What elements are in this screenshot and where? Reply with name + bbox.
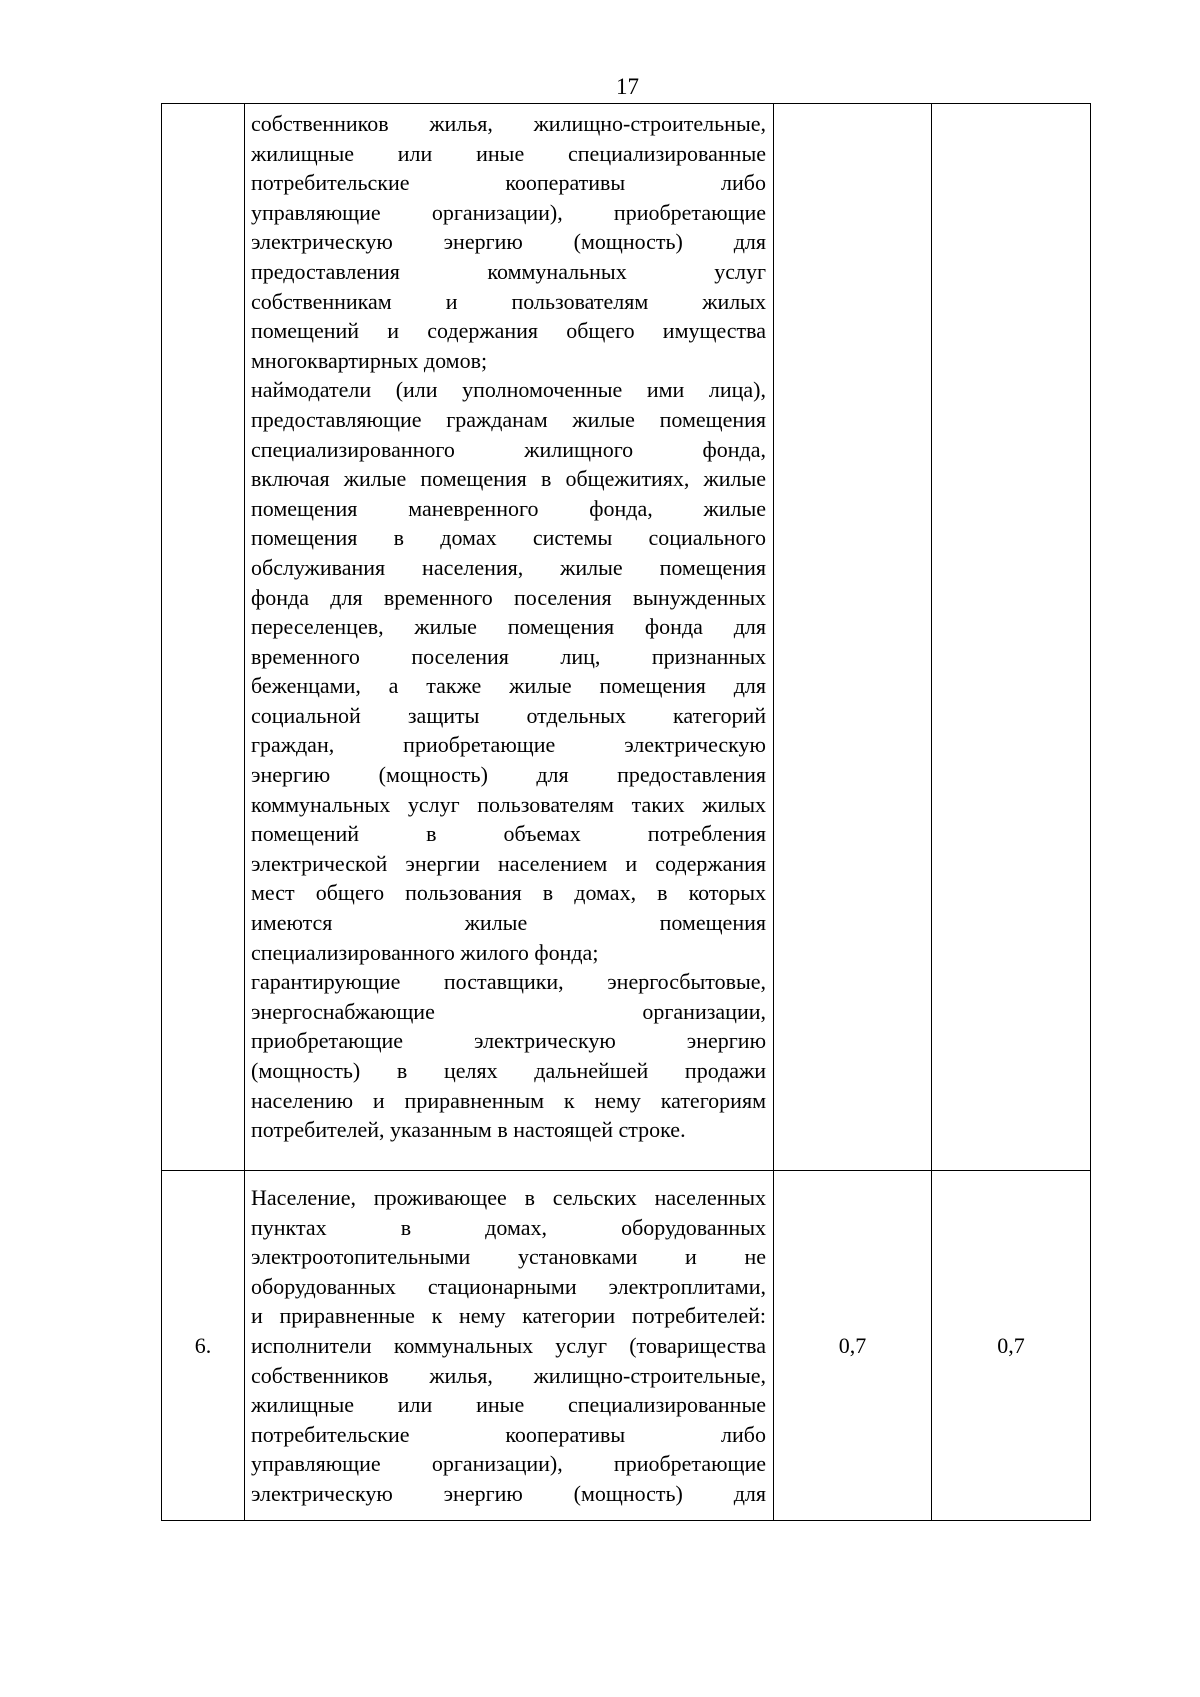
- text-line: помещения в домах системы социального: [251, 525, 766, 551]
- text-line: гарантирующие поставщики, энергосбытовые,: [251, 969, 766, 995]
- text-line: включая жилые помещения в общежитиях, жилые: [251, 466, 766, 492]
- tariff-table: [161, 103, 1091, 1521]
- text-line: помещения маневренного фонда, жилые: [251, 495, 766, 521]
- text-line: энергию (мощность) для предоставления: [251, 762, 766, 788]
- row-number-cell: 6.: [162, 1171, 245, 1521]
- text-line: собственникам и пользователям жилых: [251, 288, 766, 314]
- text-line: и приравненные к нему категории потребителей:: [251, 1303, 766, 1329]
- text-line: управляющие организации), приобретающие: [251, 1451, 766, 1477]
- text-line: помещений и содержания общего имущества: [251, 318, 766, 344]
- table-row: [162, 1171, 1091, 1521]
- text-line: электрическую энергию (мощность) для: [251, 1480, 766, 1506]
- text-line: электрической энергии населением и содержания: [251, 850, 766, 876]
- text-line: энергоснабжающие организации,: [251, 998, 766, 1024]
- value-cell-1: 0,7: [774, 1171, 932, 1521]
- text-line: коммунальных услуг пользователям таких жилых: [251, 791, 766, 817]
- text-line: беженцами, а также жилые помещения для: [251, 673, 766, 699]
- text-line: жилищные или иные специализированные: [251, 1392, 766, 1418]
- row-description-cell: [245, 104, 774, 1171]
- text-line: исполнители коммунальных услуг (товарищества: [251, 1332, 766, 1358]
- text-line: обслуживания населения, жилые помещения: [251, 554, 766, 580]
- text-line: электрическую энергию (мощность) для: [251, 229, 766, 255]
- text-line: специализированного жилищного фонда,: [251, 436, 766, 462]
- text-line: фонда для временного поселения вынужденных: [251, 584, 766, 610]
- text-line: оборудованных стационарными электроплитами,: [251, 1273, 766, 1299]
- row-description-cell: [245, 1171, 774, 1521]
- text-line: граждан, приобретающие электрическую: [251, 732, 766, 758]
- text-line: социальной защиты отдельных категорий: [251, 702, 766, 728]
- text-line: электроотопительными установками и не: [251, 1244, 766, 1270]
- text-line: приобретающие электрическую энергию: [251, 1028, 766, 1054]
- text-line: специализированного жилого фонда;: [251, 939, 599, 965]
- row-description-text: [251, 1183, 766, 1509]
- text-line: жилищные или иные специализированные: [251, 140, 766, 166]
- text-line: населению и приравненным к нему категориям: [251, 1087, 766, 1113]
- text-line: потребительские кооперативы либо: [251, 170, 766, 196]
- text-line: Население, проживающее в сельских населенных: [251, 1185, 766, 1210]
- text-line: переселенцев, жилые помещения фонда для: [251, 614, 766, 640]
- text-line: пунктах в домах, оборудованных: [251, 1214, 766, 1240]
- row-description-text: [251, 109, 766, 1145]
- value-cell-1: [774, 104, 932, 1171]
- text-line: мест общего пользования в домах, в которых: [251, 880, 766, 906]
- text-line: имеются жилые помещения: [251, 910, 766, 936]
- text-line: управляющие организации), приобретающие: [251, 199, 766, 225]
- text-line: предоставления коммунальных услуг: [251, 258, 766, 284]
- text-line: (мощность) в целях дальнейшей продажи: [251, 1058, 766, 1083]
- text-line: собственников жилья, жилищно-строительные,: [251, 111, 766, 136]
- text-line: помещений в объемах потребления: [251, 821, 766, 847]
- text-line: многоквартирных домов;: [251, 347, 488, 373]
- text-line: потребительские кооперативы либо: [251, 1421, 766, 1447]
- text-line: предоставляющие гражданам жилые помещения: [251, 406, 766, 432]
- text-line: наймодатели (или уполномоченные ими лица),: [251, 377, 766, 403]
- value-cell-2: [932, 104, 1091, 1171]
- text-line: временного поселения лиц, признанных: [251, 643, 766, 669]
- row-number-cell: [162, 104, 245, 1171]
- text-line: собственников жилья, жилищно-строительные,: [251, 1362, 766, 1388]
- text-line: потребителей, указанным в настоящей строке.: [251, 1117, 686, 1143]
- value-cell-2: 0,7: [932, 1171, 1091, 1521]
- page-number: 17: [616, 74, 639, 99]
- table-row: [162, 104, 1091, 1171]
